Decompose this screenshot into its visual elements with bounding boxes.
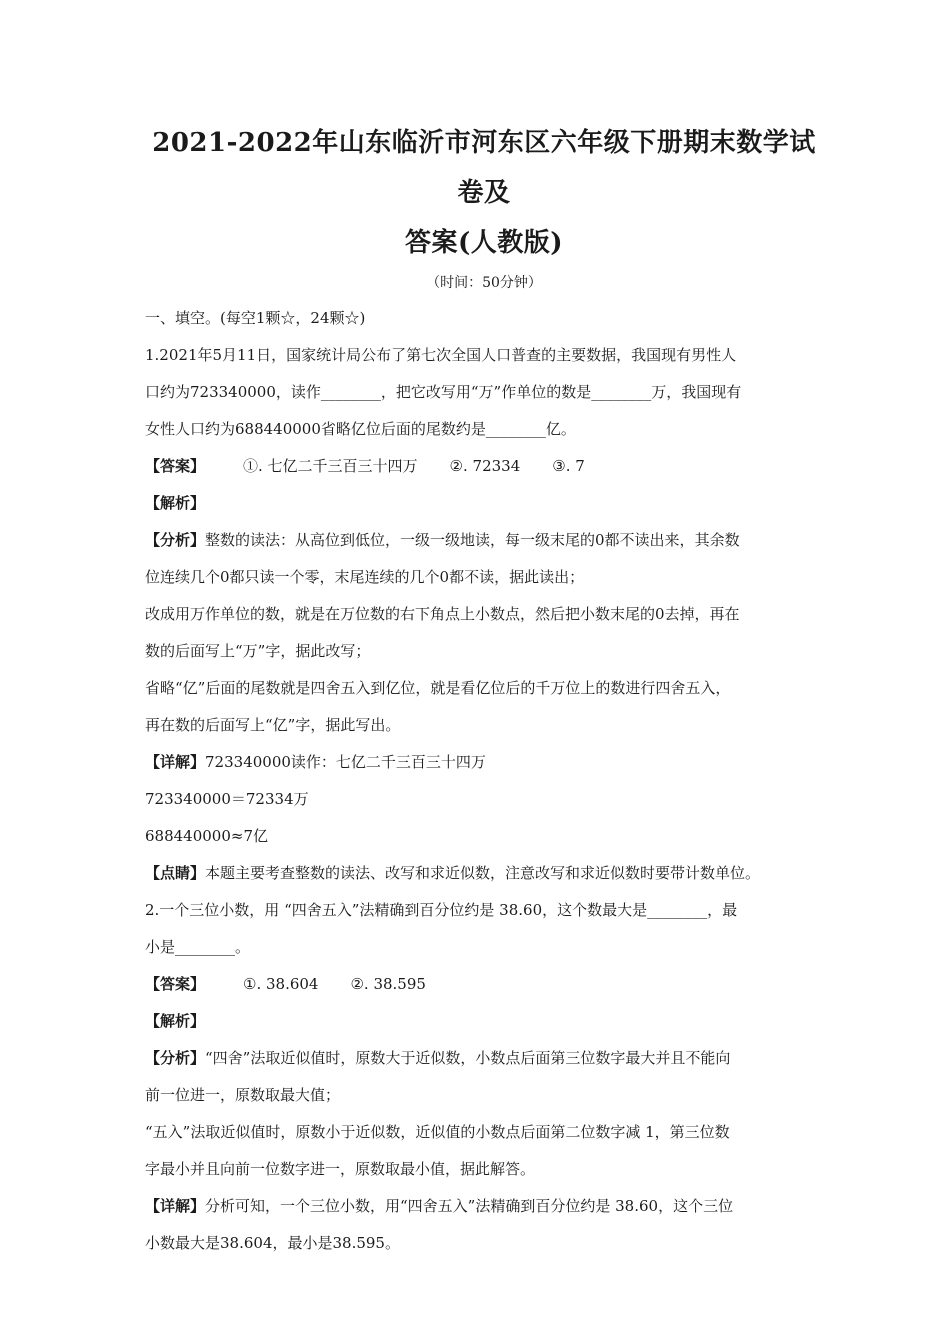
section-heading: 一、填空。(每空1颗☆，24颗☆) [145, 309, 366, 327]
q1-fenxi-line-4: 数的后面写上“万”字，据此改写； [145, 642, 371, 660]
q1-fenxi-line-6: 再在数的后面写上“亿”字，据此写出。 [145, 716, 401, 734]
q1-xiangjie-line-2: 723340000＝72334万 [145, 790, 309, 808]
q2-fenxi-line-1 [145, 1040, 823, 1077]
q1-fenxi-text-1: 整数的读法：从高位到低位，一级一级地读，每一级末尾的0都不读出来，其余数 [205, 531, 740, 549]
time-limit: （时间：50分钟） [426, 275, 542, 291]
q1-line-3: 女性人口约为688440000省略亿位后面的尾数约是________亿。 [145, 420, 576, 438]
q1-xiangjie-text-1: 723340000读作：七亿二千三百三十四万 [205, 753, 486, 771]
answer-tag: 【答案】 [145, 975, 206, 993]
q1-fenxi-line-1 [145, 522, 823, 559]
q2-xiangjie-text-1: 分析可知，一个三位小数，用“四舍五入”法精确到百分位约是 38.60，这个三位 [205, 1197, 734, 1215]
q1-line-1: 1.2021年5月11日，国家统计局公布了第七次全国人口普查的主要数据，我国现有男性人 [145, 346, 737, 364]
question-2 [145, 892, 823, 1262]
title-line-1: 2021-2022年山东临沂市河东区六年级下册期末数学试卷及 [152, 128, 816, 208]
q1-answer [145, 448, 823, 485]
q2-answer-1: ①. 38.604 [243, 975, 319, 993]
q2-xiangjie-line-1 [145, 1188, 823, 1225]
fenxi-tag: 【分析】 [145, 531, 206, 549]
answer-tag: 【答案】 [145, 457, 206, 475]
q1-line-2: 口约为723340000，读作________，把它改写用“万”作单位的数是________万，我国现有 [145, 383, 742, 401]
q1-analysis-tag: 【解析】 [145, 494, 206, 512]
q2-line-2: 小是________。 [145, 938, 251, 956]
q1-fenxi-line-2: 位连续几个0都只读一个零，末尾连续的几个0都不读，据此读出； [145, 568, 585, 586]
q1-xiangjie-line-3: 688440000≈7亿 [145, 827, 269, 845]
document-title [145, 118, 823, 268]
dianjing-tag: 【点睛】 [145, 864, 206, 882]
fenxi-tag: 【分析】 [145, 1049, 206, 1067]
title-line-2: 答案(人教版) [404, 228, 564, 258]
document-page [145, 118, 823, 1262]
xiangjie-tag: 【详解】 [145, 1197, 206, 1215]
q2-answer-2: ②. 38.595 [350, 975, 426, 993]
q2-answer [145, 966, 823, 1003]
question-1 [145, 337, 823, 892]
q1-dianjing-text: 本题主要考查整数的读法、改写和求近似数，注意改写和求近似数时要带计数单位。 [205, 864, 761, 882]
q2-fenxi-line-3: “五入”法取近似值时，原数小于近似数，近似值的小数点后面第二位数字减 1，第三位数 [145, 1123, 730, 1141]
q1-xiangjie-line-1 [145, 744, 823, 781]
q2-fenxi-line-4: 字最小并且向前一位数字进一，原数取最小值，据此解答。 [145, 1160, 536, 1178]
q2-fenxi-line-2: 前一位进一，原数取最大值； [145, 1086, 341, 1104]
xiangjie-tag: 【详解】 [145, 753, 206, 771]
q2-line-1: 2.一个三位小数，用 “四舍五入”法精确到百分位约是 38.60，这个数最大是________，最 [145, 901, 738, 919]
q1-fenxi-line-5: 省略“亿”后面的尾数就是四舍五入到亿位，就是看亿位后的千万位上的数进行四舍五入， [145, 679, 731, 697]
q2-xiangjie-line-2: 小数最大是38.604，最小是38.595。 [145, 1234, 400, 1252]
q2-analysis-tag: 【解析】 [145, 1012, 206, 1030]
q1-answer-2: ②. 72334 [449, 457, 521, 475]
q1-answer-1: ①. 七亿二千三百三十四万 [243, 457, 418, 475]
q1-answer-3: ③. 7 [552, 457, 585, 475]
q1-fenxi-line-3: 改成用万作单位的数，就是在万位数的右下角点上小数点，然后把小数末尾的0去掉，再在 [145, 605, 740, 623]
q1-dianjing [145, 855, 823, 892]
q2-fenxi-text-1: “四舍”法取近似值时，原数大于近似数，小数点后面第三位数字最大并且不能向 [205, 1049, 731, 1067]
